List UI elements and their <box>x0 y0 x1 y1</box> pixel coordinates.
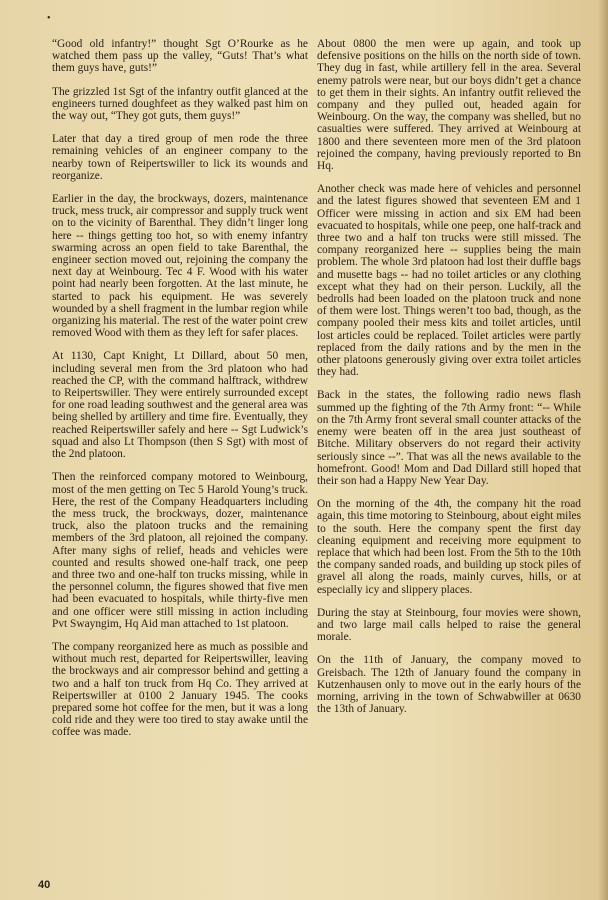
paragraph: Earlier in the day, the brockways, dozers, maintenance truck, mess truck, air compressor and supply truck went on to the vicinity of Barenthal. They didn’t linger long here -- things getting too hot, so with enemy infantry swarming across an open field to take Barenthal, the engineer section moved out, rejoining the company the next day at Weinbourg. Tec 4 F. Wood with his water point had nearly been forgotten. At the last minute, he started to pack his equipment. He was severely wounded by a shell fragment in the lumbar region while organizing his material. The rest of the water point crew removed Wood with them as they left for safer places. <box>52 193 308 340</box>
paragraph: On the 11th of January, the company moved to Greisbach. The 12th of January found the company in Kutzenhausen only to move out in the early hours of the morning, arriving in the town of Schwabwiller at 0630 the 13th of January. <box>317 654 581 716</box>
page-edge-shadow <box>598 0 608 900</box>
paragraph: Then the reinforced company motored to Weinbourg, most of the men getting on Tec 5 Harold Young’s truck. Here, the rest of the Company Headquarters including the mess truck, the brockways, dozer, maintenance truck, also the platoon trucks and the remaining members of the 3rd platoon, all rejoined the company. After many sighs of relief, heads and vehicles were counted and results showed one-half track, one peep and three two and one-half ton trucks missing, while in the personnel column, the figures showed that five men had been evacuated to hospitals, while thirty-five men and one officer were still missing in action including Pvt Swayngim, Hq Aid man attached to 1st platoon. <box>52 471 308 630</box>
paragraph: About 0800 the men were up again, and took up defensive positions on the hills on the north side of town. They dug in fast, while artillery fell in the area. Several enemy patrols were near, but our boys didn’t get a chance to get them in their sights. An infantry outfit relieved the company and they pulled out, headed again for Weinbourg. On the way, the company was shelled, but no casualties were suffered. They arrived at Weinbourg at 1800 and there seventeen more men of the 3rd platoon rejoined the company, having previously reported to Bn Hq. <box>317 38 581 173</box>
left-column <box>52 38 308 750</box>
paragraph: “Good old infantry!” thought Sgt O’Rourke as he watched them pass up the valley, “Guts! That’s what them guys have, guts!” <box>52 38 308 75</box>
paragraph: Back in the states, the following radio news flash summed up the fighting of the 7th Army front: “-- While on the 7th Army front several small counter attacks of the enemy were beaten off in the area just southeast of Bitche. Military observers do not regard their activity seriously since --”. That was all the news available to the homefront. Good! Mom and Dad Dillard still hoped that their son had a Happy New Year Day. <box>317 389 581 487</box>
right-column <box>317 38 581 726</box>
paragraph: On the morning of the 4th, the company hit the road again, this time motoring to Steinbourg, about eight miles to the south. Here the company spent the first day cleaning equipment and receiving more equipment to replace that which had been lost. From the 5th to the 10th the company sanded roads, and building up stock piles of gravel all along the roads, mainly curves, hills, or at especially icy and slippery places. <box>317 498 581 596</box>
page-mark: • <box>47 13 51 24</box>
paragraph: The company reorganized here as much as possible and without much rest, departed for Reipertswiller, leaving the brockways and air compressor behind and getting a two and a half ton truck from Hq Co. They arrived at Reipertswiller at 0100 2 January 1945. The cooks prepared some hot coffee for the men, but it was a long cold ride and they were too tired to stay awake until the coffee was made. <box>52 640 308 739</box>
paragraph: During the stay at Steinbourg, four movies were shown, and two large mail calls helped to raise the general morale. <box>317 606 581 644</box>
paragraph: At 1130, Capt Knight, Lt Dillard, about 50 men, including several men from the 3rd platoon who had reached the CP, with the command halftrack, withdrew to Reipertswiller. They were entirely surrounded except for one road leading southwest and the general area was being shelled by artillery and time fire. Eventually, they reached Reipertswiller safely and here -- Sgt Ludwick’s squad and also Lt Thompson (then S Sgt) with most of the 2nd platoon. <box>52 350 308 461</box>
page-number: 40 <box>38 879 51 891</box>
paragraph: The grizzled 1st Sgt of the infantry outfit glanced at the engineers turned doughfeet as they walked past him on the way out, “They got guts, them guys!” <box>52 85 308 123</box>
paragraph: Another check was made here of vehicles and personnel and the latest figures showed that seventeen EM and 1 Officer were missing in action and six EM had been evacuated to hospitals, while one peep, one half-track and three two and a half ton trucks were still missed. The company reorganized here -- supplies being the main problem. The whole 3rd platoon had lost their duffle bags and musette bags -- had no toilet articles or any clothing except what they had on their person. Luckily, all the bedrolls had been loaded on the platoon truck and none of them were lost. Things weren’t too bad, though, as the company pooled their mess kits and toilet articles, until lost articles could be replaced. Toilet articles were partly replaced from the daily rations and by the men in the other platoons generously giving over extra toilet articles they had. <box>317 183 581 379</box>
paragraph: Later that day a tired group of men rode the three remaining vehicles of an engineer company to the nearby town of Reipertswiller to lick its wounds and reorganize. <box>52 133 308 182</box>
